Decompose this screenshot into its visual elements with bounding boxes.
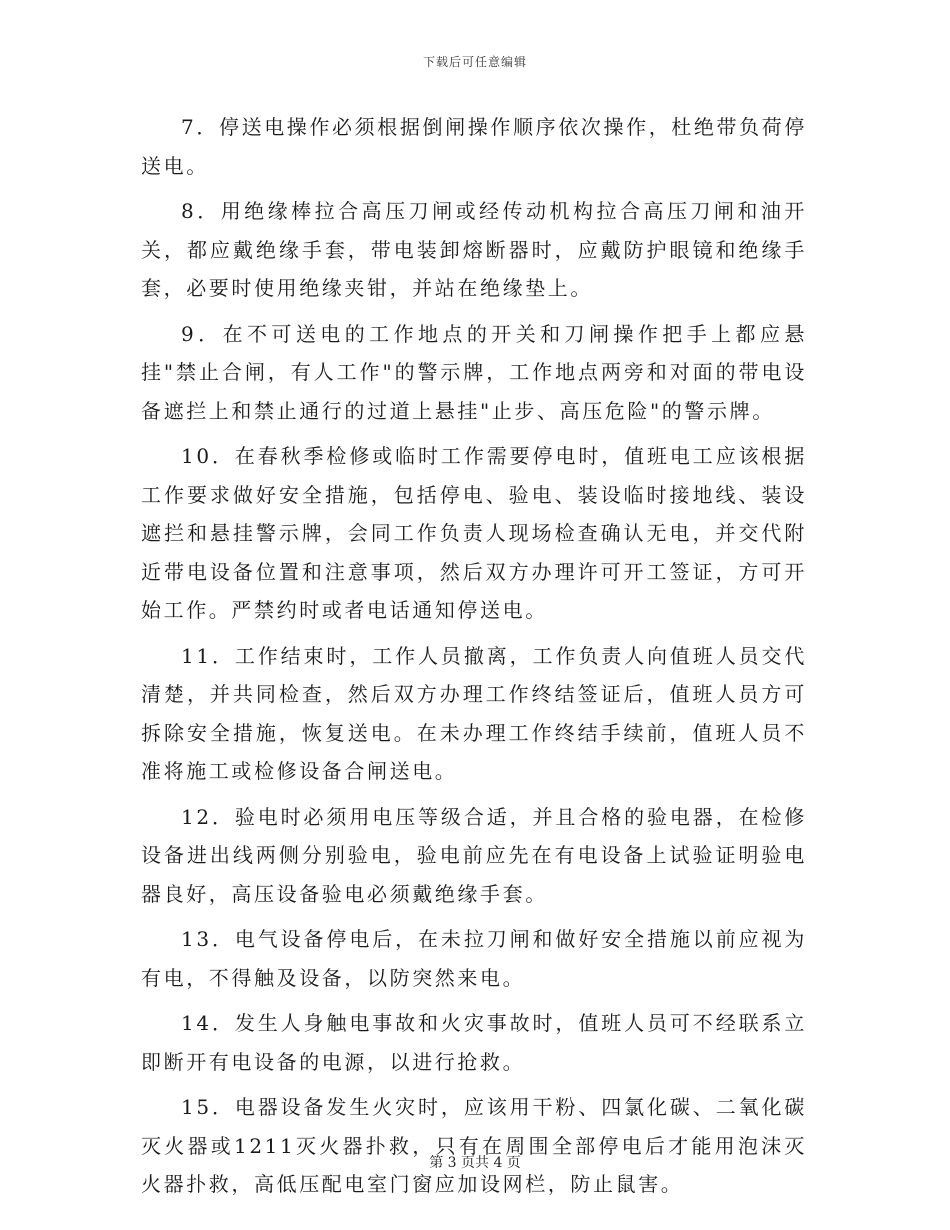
page-number-footer: 第 3 页共 4 页 [429,1155,521,1171]
paragraph-15: 15．电器设备发生火灾时，应该用干粉、四氯化碳、二氧化碳灭火器或1211灭火器扑救，只有在周围全部停电后才能用泡沫灭火器扑救，高低压配电室门窗应加设网栏，防止鼠害。 [141,1095,807,1196]
paragraph-12: 12．验电时必须用电压等级合适，并且合格的验电器，在检修设备进出线两侧分别验电，验电前应先在有电设备上试验证明验电器良好，高压设备验电必须戴绝缘手套。 [141,804,807,906]
paragraph-10: 10．在春秋季检修或临时工作需要停电时，值班电工应该根据工作要求做好安全措施，包括停电、验电、装设临时接地线、装设遮拦和悬挂警示牌，会同工作负责人现场检查确认无电，并交代附近带电设备位置和注意事项，然后双方办理许可开工签证，方可开始工作。严禁约时或者电话通知停送电。 [141,444,807,622]
paragraph-14: 14．发生人身触电事故和火灾事故时，值班人员可不经联系立即断开有电设备的电源，以进行抢救。 [141,1011,807,1074]
paragraph-9: 9．在不可送电的工作地点的开关和刀闸操作把手上都应悬挂"禁止合闸，有人工作"的警示牌，工作地点两旁和对面的带电设备遮拦上和禁止通行的过道上悬挂"止步、高压危险"的警示牌。 [141,321,807,423]
paragraph-11: 11．工作结束时，工作人员撤离，工作负责人向值班人员交代清楚，并共同检查，然后双方办理工作终结签证后，值班人员方可拆除安全措施，恢复送电。在未办理工作终结手续前，值班人员不准将施工或检修设备合闸送电。 [141,643,807,783]
document-body [141,108,807,1211]
page-header: 下载后可任意编辑 [422,55,527,69]
paragraph-7: 7．停送电操作必须根据倒闸操作顺序依次操作，杜绝带负荷停送电。 [141,115,807,178]
paragraph-13: 13．电气设备停电后，在未拉刀闸和做好安全措施以前应视为有电，不得触及设备，以防突然来电。 [141,927,807,990]
paragraph-8: 8．用绝缘棒拉合高压刀闸或经传动机构拉合高压刀闸和油开关，都应戴绝缘手套，带电装卸熔断器时，应戴防护眼镜和绝缘手套，必要时使用绝缘夹钳，并站在绝缘垫上。 [141,199,807,300]
